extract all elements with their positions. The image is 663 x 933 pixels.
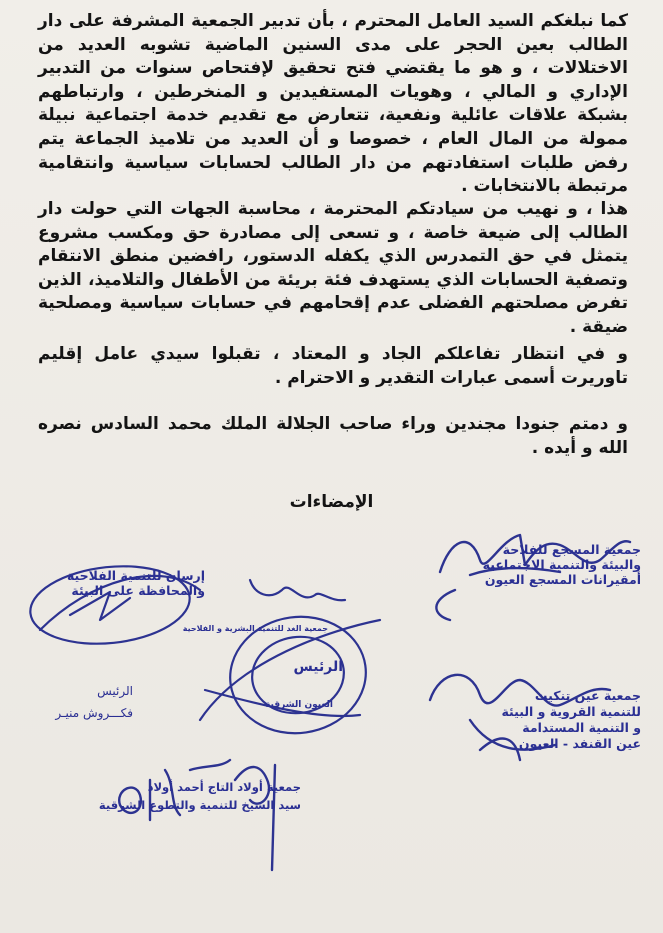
paragraph-closing xyxy=(38,343,628,390)
president-label xyxy=(55,680,133,724)
signatures-area xyxy=(0,520,663,933)
stamp-line: و التنمية المستدامة xyxy=(522,720,641,735)
stamp-center-bottom: العيون الشرقية xyxy=(265,700,333,710)
stamp-line: والبيئة والتنمية الاجتماعية xyxy=(482,557,641,572)
stamp-line: عين القنفد - العيون xyxy=(518,736,641,751)
stamp-center-title: الرئيس xyxy=(293,659,343,675)
signature-scribble-bottom-left xyxy=(119,760,275,870)
stamp-center xyxy=(200,580,380,742)
stamp-top-left-text xyxy=(67,568,205,598)
stamp-top-right-text xyxy=(483,542,641,587)
president-name: فكـــروش منيـر xyxy=(55,706,133,720)
stamp-bottom-left-text xyxy=(99,778,301,814)
stamp-line: إرسان للتنمية الفلاحية xyxy=(66,568,205,583)
stamp-bottom-right-text xyxy=(501,688,641,752)
stamp-line: أمقيرانات المسجع العيون xyxy=(484,572,641,587)
stamp-center-ring-text: جمعية الغد للتنمية البشرية و الفلاحية xyxy=(182,624,328,633)
paragraph-accountability xyxy=(38,198,628,340)
paragraph-investigation xyxy=(38,10,628,199)
stamp-line: سيد الشيخ للتنمية والتطوع الشرقية xyxy=(98,798,301,812)
stamp-line: جمعية المسجع للفلاحة xyxy=(502,542,641,557)
stamp-line: جمعية أولاد التاج أحمد أولاد xyxy=(147,780,301,794)
stamp-line: والمحافظة على البيئة xyxy=(71,583,205,598)
signatures-heading: الإمضاءات xyxy=(289,492,374,512)
paragraph-loyalty xyxy=(38,413,628,460)
stamp-line: جمعية عين تنكيت xyxy=(534,688,641,703)
paragraph-text: و دمتم جنودا مجندين وراء صاحب الجلالة الملك محمد السادس نصره الله و أيده . xyxy=(38,414,628,458)
president-title: الرئيس xyxy=(97,684,133,698)
paragraph-text: و في انتظار تفاعلكم الجاد و المعتاد ، تقبلوا سيدي عامل إقليم تاوريرت أسمى عبارات التقدير و الاحترام . xyxy=(38,344,628,388)
stamp-line: للتنمية القروية و البيئة xyxy=(501,704,641,719)
paragraph-text: كما نبلغكم السيد العامل المحترم ، بأن تدبير الجمعية المشرفة على دار الطالب بعين الحجر على مدى السنين الماضية تشوبه العديد من الاختلالات ، و هو ما يقتضي فتح تحقيق لإفتحاص سنوات من التدبير الإداري و المالي ، وهويات المستفيدين و المنخرطين ، وارتباطهم بشبكة علاقات عائلية ونفعية، تتعارض مع تقديم خدمة اجتماعية نبيلة ممولة من المال العام ، خصوصا و أن العديد من تلاميذ الجماعة يتم رفض طلبات استفادتهم من دار الطالب لحسابات سياسية وانتقامية مرتبطة بالانتخابات . xyxy=(38,11,628,197)
paragraph-text: هذا ، و نهيب من سيادتكم المحترمة ، محاسبة الجهات التي حولت دار الطالب إلى ضيعة خاصة ، و تسعى إلى مصادرة حق ومكسب مشروع يتمثل في حق التمدرس الذي يكفله الدستور، رافضين منطق الانتقام وتصفية الحسابات الذي يستهدف فئة بريئة من الأطفال والتلاميذ، الذين تفرض مصلحتهم الفضلى عدم إقحامهم في حسابات سياسية ومصلحية ضيقة . xyxy=(38,199,628,337)
